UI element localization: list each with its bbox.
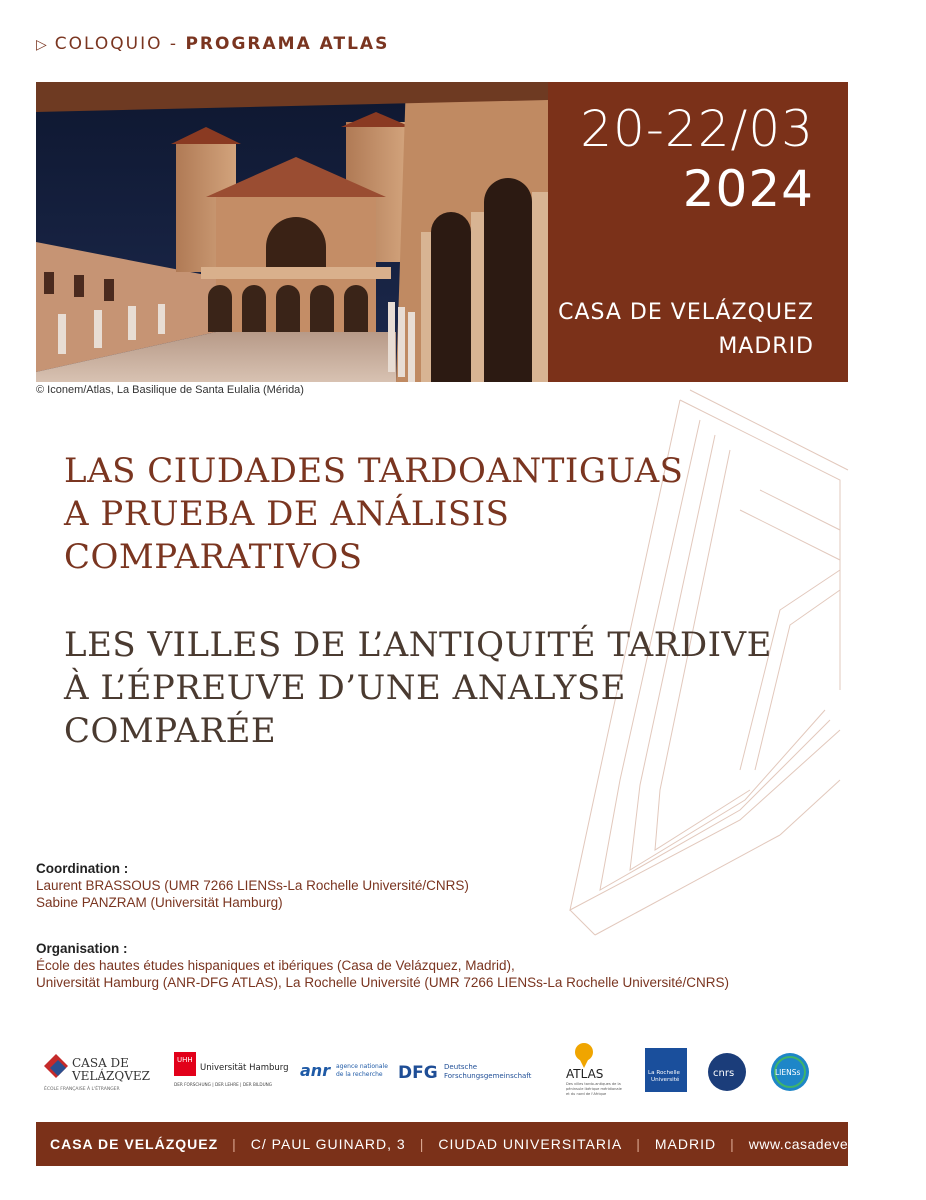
atlas-logo-subtext: Des villes tardo-antiques de la <box>566 1082 621 1086</box>
casa-logo-subtext: ÉCOLE FRANÇAISE À L'ÉTRANGER <box>44 1087 120 1092</box>
uhh-logo <box>172 1050 289 1094</box>
title-spanish-line: COMPARATIVOS <box>64 537 363 577</box>
atlas-logo-text: ATLAS <box>566 1067 604 1081</box>
title-french-line: À L’ÉPREUVE D’UNE ANALYSE <box>64 668 626 708</box>
header-prefix: COLOQUIO - <box>54 34 186 54</box>
dfg-logo <box>396 1050 532 1094</box>
lienss-logo-text: LIENSs <box>775 1068 801 1077</box>
uhh-logo-text: Universität Hamburg <box>200 1063 289 1073</box>
title-french-line: LES VILLES DE L’ANTIQUITÉ TARDIVE <box>64 625 772 665</box>
header-label <box>36 34 389 54</box>
title-spanish-line: LAS CIUDADES TARDOANTIGUAS <box>64 451 684 491</box>
event-dates: 20-22/03 <box>580 100 814 158</box>
footer-separator: | <box>232 1136 237 1152</box>
photo-caption: © Iconem/Atlas, La Basilique de Santa Eulalia (Mérida) <box>36 384 304 396</box>
arrow-icon: ▷ <box>36 37 49 53</box>
casa-logo-text: CASA DE <box>72 1056 129 1070</box>
atlas-logo <box>562 1040 632 1102</box>
footer-campus: CIUDAD UNIVERSITARIA <box>438 1136 623 1152</box>
footer-separator: | <box>636 1136 641 1152</box>
event-year: 2024 <box>682 160 814 218</box>
title-spanish <box>64 450 683 579</box>
basilica-photo <box>36 82 548 382</box>
uhh-logo-subtext: DER FORSCHUNG | DER LEHRE | DER BILDUNG <box>174 1082 273 1087</box>
coordination-block <box>36 860 469 911</box>
casa-logo-text: VELÁZQVEZ <box>72 1069 150 1083</box>
dfg-logo-text: DFG <box>398 1063 438 1083</box>
coordinator: Laurent BRASSOUS (UMR 7266 LIENSs-La Rochelle Université/CNRS) <box>36 878 469 893</box>
title-french-line: COMPARÉE <box>64 711 277 751</box>
atlas-logo-subtext: péninsule Ibérique méridionale <box>566 1087 622 1091</box>
footer-separator: | <box>730 1136 735 1152</box>
title-french <box>64 624 772 753</box>
dfg-logo-subtext: Forschungsgemeinschaft <box>444 1072 532 1080</box>
anr-logo-subtext: de la recherche <box>336 1071 383 1078</box>
footer-separator: | <box>419 1136 425 1152</box>
dfg-logo-subtext: Deutsche <box>444 1063 478 1071</box>
footer-website-link[interactable]: www.casadevelazquez.org <box>748 1136 926 1152</box>
footer-address: C/ PAUL GUINARD, 3 <box>250 1136 406 1152</box>
lienss-logo <box>770 1050 810 1094</box>
footer-city: MADRID <box>654 1136 717 1152</box>
coordination-label: Coordination : <box>36 861 129 876</box>
anr-logo-subtext: agence nationale <box>336 1063 388 1070</box>
footer-bar <box>36 1122 926 1166</box>
header-highlight: PROGRAMA ATLAS <box>185 34 390 54</box>
organisation-label: Organisation : <box>36 941 128 956</box>
anr-logo-text: anr <box>300 1061 331 1080</box>
title-spanish-line: A PRUEBA DE ANÁLISIS <box>64 494 510 534</box>
la-rochelle-logo <box>645 1048 687 1092</box>
la-rochelle-logo-text: La Rochelle <box>648 1070 680 1076</box>
svg-text:UHH: UHH <box>177 1056 193 1064</box>
event-info-panel <box>548 82 848 382</box>
event-city: MADRID <box>718 334 814 359</box>
cnrs-logo <box>707 1050 747 1094</box>
anr-logo <box>298 1050 388 1094</box>
atlas-logo-subtext: et du nord de l'Afrique <box>566 1092 607 1096</box>
cnrs-logo-text: cnrs <box>713 1068 735 1079</box>
organisation-line: École des hautes études hispaniques et ibériques (Casa de Velázquez, Madrid), <box>36 958 515 973</box>
event-venue: CASA DE VELÁZQUEZ <box>558 300 814 325</box>
la-rochelle-logo-text: Université <box>651 1077 680 1083</box>
organisation-block <box>36 940 729 991</box>
organisation-line: Universität Hamburg (ANR-DFG ATLAS), La Rochelle Université (UMR 7266 LIENSs-La Rochelle Université/CNRS) <box>36 975 729 990</box>
casa-velazquez-logo <box>40 1050 160 1094</box>
coordinator: Sabine PANZRAM (Universität Hamburg) <box>36 895 283 910</box>
footer-institution: CASA DE VELÁZQUEZ <box>50 1136 219 1152</box>
